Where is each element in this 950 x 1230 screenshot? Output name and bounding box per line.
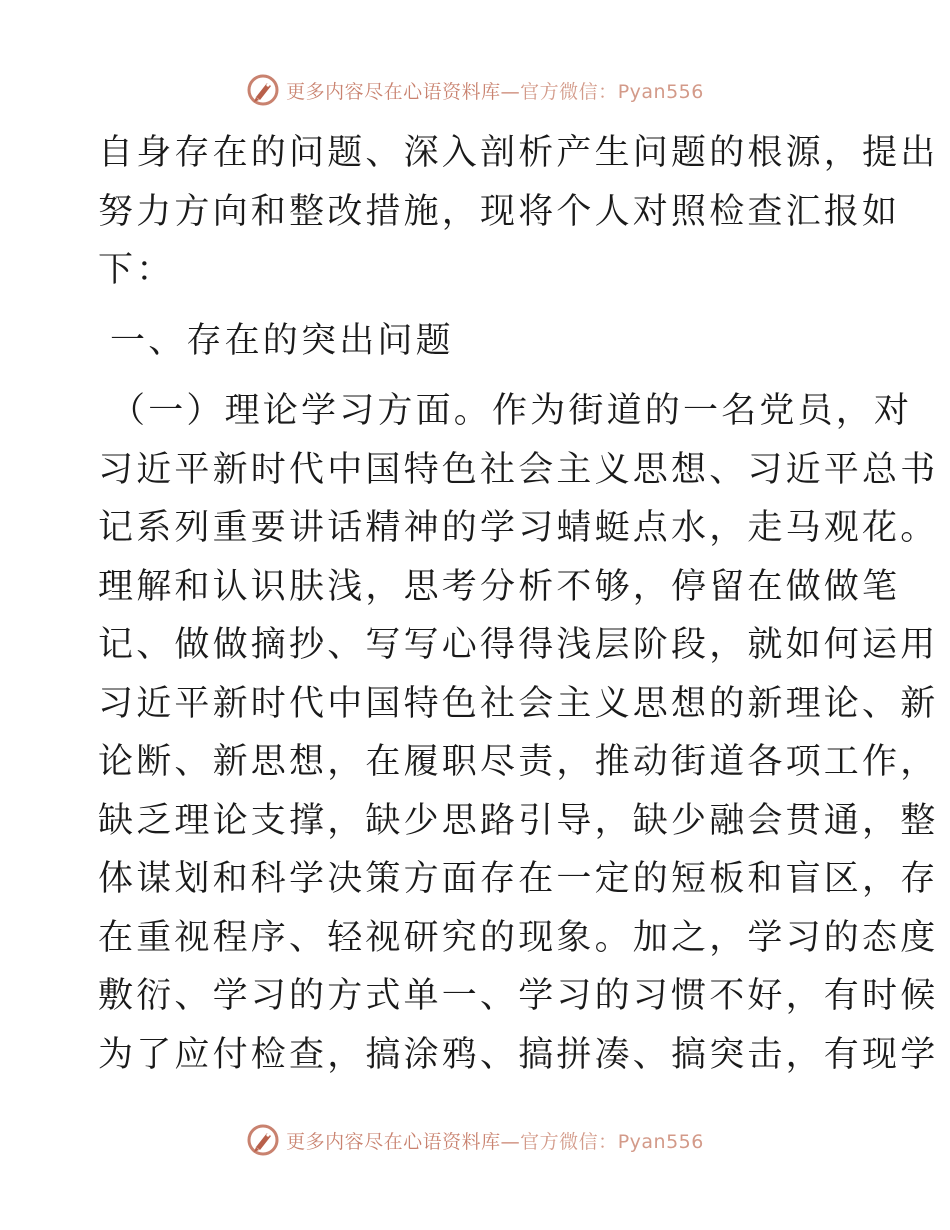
intro-paragraph [98,124,939,300]
text-line: 努力方向和整改措施，现将个人对照检查汇报如 [98,191,901,232]
watermark-label: 官方微信： [520,80,618,103]
document-body [98,124,939,1084]
text-line: 自身存在的问题、深入剖析产生问题的根源，提出 [98,133,939,173]
text-line: 为了应付检查，搞涂鸦、搞拼凑、搞突击，有现学 [98,1034,939,1075]
text-line: 论断、新思想，在履职尽责，推动街道各项工作， [98,742,939,782]
footer-watermark [0,1120,950,1160]
text-line: 习近平新时代中国特色社会主义思想、习近平总书 [98,449,939,490]
watermark-main: 更多内容尽在心语资料库 [286,80,501,103]
watermark-main: 更多内容尽在心语资料库 [286,1130,501,1153]
text-line: 记、做做摘抄、写写心得得浅层阶段，就如何运用 [98,625,939,665]
watermark-account: Pyan556 [617,80,704,103]
text-line: 记系列重要讲话精神的学习蜻蜓点水，走马观花。 [98,508,939,548]
section-heading: 一、存在的突出问题 [110,320,454,361]
text-line: 敷衍、学习的方式单一、学习的习惯不好，有时候 [98,976,939,1016]
text-line: 缺乏理论支撑，缺少思路引导，缺少融会贯通，整 [98,800,939,841]
header-watermark [0,70,950,110]
watermark-label: 官方微信： [520,1130,618,1153]
pen-nib-logo-icon [246,73,280,107]
text-line: 下： [98,250,175,290]
watermark-text [286,77,704,104]
text-line: 体谋划和科学决策方面存在一定的短板和盲区，存 [98,859,939,899]
watermark-separator: — [500,1130,521,1153]
watermark-separator: — [500,80,521,103]
text-line: 理解和认识肤浅，思考分析不够，停留在做做笔 [98,566,901,607]
text-line: （一）理论学习方面。作为街道的一名党员，对 [110,391,913,431]
text-line: 在重视程序、轻视研究的现象。加之，学习的态度 [98,917,939,958]
text-line: 习近平新时代中国特色社会主义思想的新理论、新 [98,683,939,724]
body-paragraph [98,382,939,1084]
watermark-text [286,1127,704,1154]
pen-nib-logo-icon [246,1123,280,1157]
watermark-account: Pyan556 [617,1130,704,1153]
